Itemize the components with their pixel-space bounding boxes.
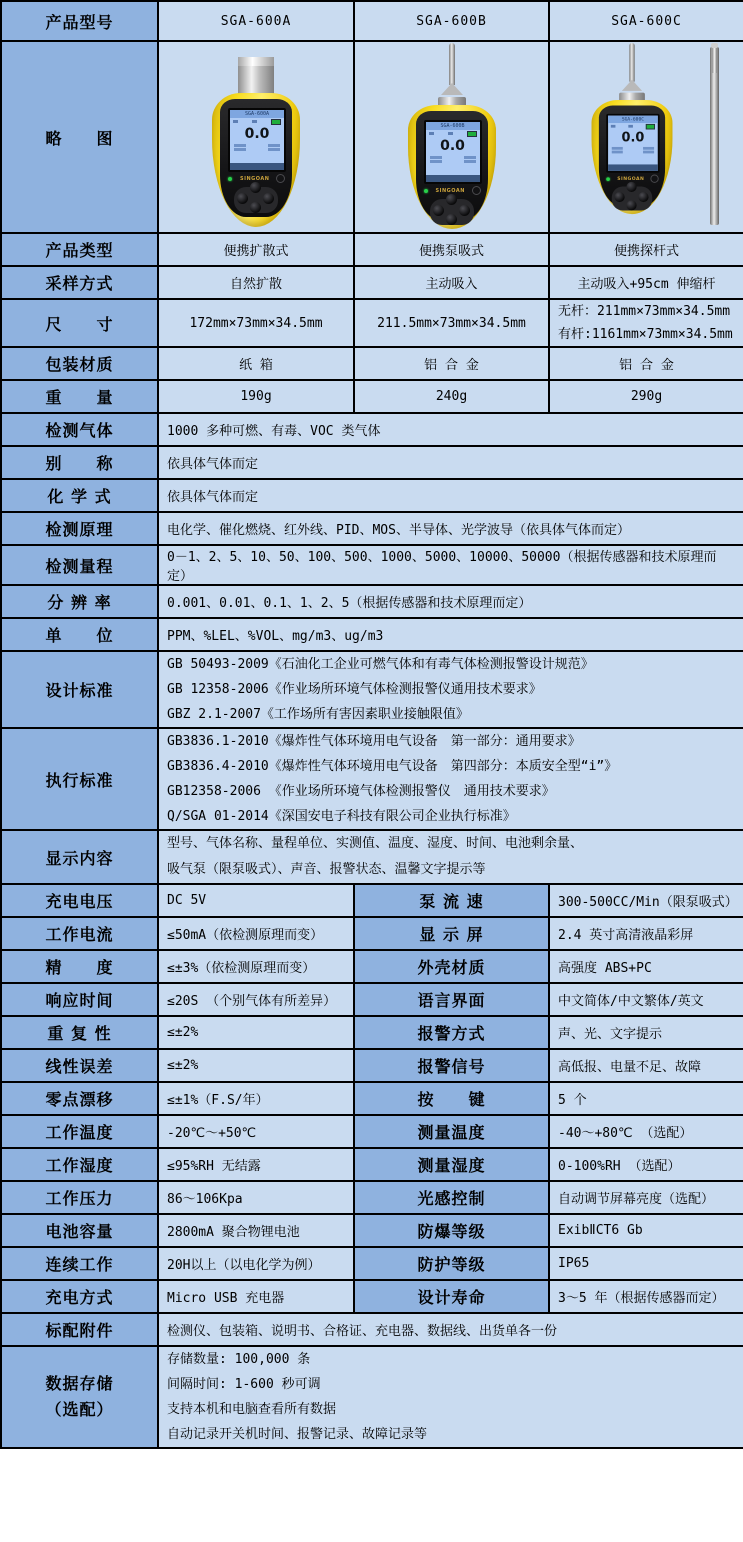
screen-value: 0.0 xyxy=(244,126,270,142)
row-label: 检测量程 xyxy=(1,545,158,585)
row-label: 测量温度 xyxy=(354,1115,549,1148)
cell-value: 0－1、2、5、10、50、100、500、1000、5000、10000、50000（根据传感器和技术原理而定） xyxy=(158,545,743,585)
row-label: 精 度 xyxy=(1,950,158,983)
power-led-icon xyxy=(606,177,610,181)
table-row-display-content xyxy=(1,830,743,884)
spec-row-0 xyxy=(1,884,743,917)
row-label: 充电电压 xyxy=(1,884,158,917)
row-label: 零点漂移 xyxy=(1,1082,158,1115)
row-label: 工作电流 xyxy=(1,917,158,950)
cell-value: ≤20S （个别气体有所差异） xyxy=(158,983,354,1016)
cell-value: 2800mA 聚合物锂电池 xyxy=(158,1214,354,1247)
screen-statusbar xyxy=(230,163,284,170)
cell-value: GB 50493-2009《石油化工企业可燃气体和有毒气体检测报警设计规范》 GB 12358-2006《作业场所环境气体检测报警仪通用技术要求》 GBZ 2.1-2007《工作场所有害因素职业接触限值》 xyxy=(158,651,743,728)
device-photo-cell-b xyxy=(354,41,549,233)
cell-value: GB3836.1-2010《爆炸性气体环境用电气设备 第一部分：通用要求》 GB3836.4-2010《爆炸性气体环境用电气设备 第四部分：本质安全型“i”》 GB12358-2006 《作业场所环境气体检测报警仪 通用技术要求》 Q/SGA 01-2014《深国安电子科技有限公司企业执行标准》 xyxy=(158,728,743,830)
power-led-icon xyxy=(228,177,232,181)
power-button-icon xyxy=(472,186,481,195)
cell-value: ExibⅡCT6 Gb xyxy=(549,1214,743,1247)
row-label: 标配附件 xyxy=(1,1313,158,1346)
row-label: 执行标准 xyxy=(1,728,158,830)
table-row-gases xyxy=(1,413,743,446)
cell-value: 1000 多种可燃、有毒、VOC 类气体 xyxy=(158,413,743,446)
cell-value: ≤±1%（F.S/年） xyxy=(158,1082,354,1115)
row-label: 数据存储 （选配） xyxy=(1,1346,158,1448)
row-label: 防爆等级 xyxy=(354,1214,549,1247)
sensor-cap-icon xyxy=(238,57,274,97)
cell-value: 中文简体/中文繁体/英文 xyxy=(549,983,743,1016)
row-label: 显 示 屏 xyxy=(354,917,549,950)
row-label: 连续工作 xyxy=(1,1247,158,1280)
row-label: 尺 寸 xyxy=(1,299,158,347)
power-button-icon xyxy=(276,174,285,183)
table-row-sampling xyxy=(1,266,743,299)
row-label: 工作湿度 xyxy=(1,1148,158,1181)
cell-value: 2.4 英寸高清液晶彩屏 xyxy=(549,917,743,950)
screen-title: SGA-600C xyxy=(608,116,658,123)
device-photo-cell-c xyxy=(549,41,743,233)
cell-value: 190g xyxy=(158,380,354,413)
cell-value: ≤±2% xyxy=(158,1016,354,1049)
table-row-range xyxy=(1,545,743,585)
cell-value: 211.5mm×73mm×34.5mm xyxy=(354,299,549,347)
button-pad xyxy=(611,187,651,211)
cell-value: 172mm×73mm×34.5mm xyxy=(158,299,354,347)
screen-status-icons xyxy=(426,130,480,137)
screen-statusbar xyxy=(608,164,658,170)
row-label: 检测原理 xyxy=(1,512,158,545)
cell-value: 3～5 年（根据传感器而定） xyxy=(549,1280,743,1313)
power-led-icon xyxy=(424,189,428,193)
screen-value: 0.0 xyxy=(440,138,465,154)
cell-value: 240g xyxy=(354,380,549,413)
device-photo-cell-a xyxy=(158,41,354,233)
battery-icon xyxy=(467,131,477,137)
row-label: 产品类型 xyxy=(1,233,158,266)
row-label: 报警方式 xyxy=(354,1016,549,1049)
device-faceplate xyxy=(598,106,664,207)
spec-row-5 xyxy=(1,1049,743,1082)
spec-row-4 xyxy=(1,1016,743,1049)
cell-value: 86～106Kpa xyxy=(158,1181,354,1214)
brand-label: SINGOAN xyxy=(435,188,465,194)
table-row-exec-standards xyxy=(1,728,743,830)
table-row-formula xyxy=(1,479,743,512)
cell-value: 声、光、文字提示 xyxy=(549,1016,743,1049)
device-screen xyxy=(606,114,659,173)
cell-value: 铝 合 金 xyxy=(354,347,549,380)
cell-value: 铝 合 金 xyxy=(549,347,743,380)
table-row-dimensions xyxy=(1,299,743,347)
table-row-weight xyxy=(1,380,743,413)
cell-value: 依具体气体而定 xyxy=(158,479,743,512)
cell-value: DC 5V xyxy=(158,884,354,917)
device-photo-sga-600c xyxy=(581,43,682,216)
cell-value: ≤50mA（依检测原理而变） xyxy=(158,917,354,950)
model-name-c: SGA-600C xyxy=(549,1,743,41)
row-label: 外壳材质 xyxy=(354,950,549,983)
spec-row-7 xyxy=(1,1115,743,1148)
cell-value: 主动吸入 xyxy=(354,266,549,299)
row-label: 按 键 xyxy=(354,1082,549,1115)
probe-cone-icon xyxy=(621,80,641,91)
cell-value: 300-500CC/Min（限泵吸式） xyxy=(549,884,743,917)
cell-value: 高低报、电量不足、故障 xyxy=(549,1049,743,1082)
screen-status-icons xyxy=(230,118,284,125)
device-screen xyxy=(424,120,482,184)
probe-cone-icon xyxy=(441,83,463,95)
device-screen xyxy=(228,108,286,172)
row-label: 线性误差 xyxy=(1,1049,158,1082)
table-row-units xyxy=(1,618,743,651)
row-label: 单 位 xyxy=(1,618,158,651)
spec-row-2 xyxy=(1,950,743,983)
cell-value: ≤95%RH 无结露 xyxy=(158,1148,354,1181)
row-label: 泵 流 速 xyxy=(354,884,549,917)
cell-value: 主动吸入+95cm 伸缩杆 xyxy=(549,266,743,299)
cell-value: 5 个 xyxy=(549,1082,743,1115)
row-label: 重 复 性 xyxy=(1,1016,158,1049)
device-faceplate xyxy=(220,99,292,217)
probe-icon xyxy=(449,43,455,85)
device-photo-sga-600b xyxy=(397,43,507,231)
screen-title: SGA-600A xyxy=(230,110,284,118)
row-label: 别 称 xyxy=(1,446,158,479)
cell-value: 依具体气体而定 xyxy=(158,446,743,479)
cell-value: 型号、气体名称、量程单位、实测值、温度、湿度、时间、电池剩余量、 吸气泵（限泵吸式）、声音、报警状态、温馨文字提示等 xyxy=(158,830,743,884)
cell-value: 0-100%RH （选配） xyxy=(549,1148,743,1181)
spec-row-3 xyxy=(1,983,743,1016)
cell-value: Micro USB 充电器 xyxy=(158,1280,354,1313)
sketch-row xyxy=(1,41,743,233)
table-row-design-standards xyxy=(1,651,743,728)
table-row-accessories xyxy=(1,1313,743,1346)
battery-icon xyxy=(271,119,281,125)
spec-row-6 xyxy=(1,1082,743,1115)
row-label: 报警信号 xyxy=(354,1049,549,1082)
screen-value: 0.0 xyxy=(621,130,644,146)
spec-row-10 xyxy=(1,1214,743,1247)
cell-value: 290g xyxy=(549,380,743,413)
row-label-product-model: 产品型号 xyxy=(1,1,158,41)
row-label: 工作温度 xyxy=(1,1115,158,1148)
cell-value: IP65 xyxy=(549,1247,743,1280)
table-row-data-storage xyxy=(1,1346,743,1448)
row-label: 设计标准 xyxy=(1,651,158,728)
row-label: 采样方式 xyxy=(1,266,158,299)
spec-row-11 xyxy=(1,1247,743,1280)
power-button-icon xyxy=(650,175,658,183)
table-row-alias xyxy=(1,446,743,479)
row-label: 测量湿度 xyxy=(354,1148,549,1181)
cell-value: -20℃～+50℃ xyxy=(158,1115,354,1148)
spec-row-9 xyxy=(1,1181,743,1214)
row-label: 防护等级 xyxy=(354,1247,549,1280)
telescopic-rod-icon xyxy=(710,47,719,225)
spec-row-12 xyxy=(1,1280,743,1313)
table-row-resolution xyxy=(1,585,743,618)
button-pad xyxy=(430,199,474,225)
row-label: 工作压力 xyxy=(1,1181,158,1214)
cell-value: 电化学、催化燃烧、红外线、PID、MOS、半导体、光学波导（依具体气体而定） xyxy=(158,512,743,545)
spec-row-8 xyxy=(1,1148,743,1181)
row-label: 响应时间 xyxy=(1,983,158,1016)
device-faceplate xyxy=(416,111,488,221)
cell-value: ≤±3%（依检测原理而变） xyxy=(158,950,354,983)
cell-value: 20H以上（以电化学为例） xyxy=(158,1247,354,1280)
row-label: 光感控制 xyxy=(354,1181,549,1214)
screen-statusbar xyxy=(426,175,480,182)
model-name-a: SGA-600A xyxy=(158,1,354,41)
row-label: 充电方式 xyxy=(1,1280,158,1313)
screen-title: SGA-600B xyxy=(426,122,480,130)
cell-value: 便携泵吸式 xyxy=(354,233,549,266)
cell-value: 自然扩散 xyxy=(158,266,354,299)
device-photo-sga-600a xyxy=(201,43,311,231)
button-pad xyxy=(234,187,278,213)
table-row-packaging xyxy=(1,347,743,380)
row-label: 电池容量 xyxy=(1,1214,158,1247)
brand-label: SINGOAN xyxy=(616,176,644,182)
row-label: 重 量 xyxy=(1,380,158,413)
cell-value: 纸 箱 xyxy=(158,347,354,380)
cell-value: PPM、%LEL、%VOL、mg/m3、ug/m3 xyxy=(158,618,743,651)
cell-value: 便携扩散式 xyxy=(158,233,354,266)
cell-value: 自动调节屏幕亮度（选配） xyxy=(549,1181,743,1214)
row-label: 显示内容 xyxy=(1,830,158,884)
cell-value: 0.001、0.01、0.1、1、2、5（根据传感器和技术原理而定） xyxy=(158,585,743,618)
brand-label: SINGOAN xyxy=(240,176,270,182)
cell-value: 检测仪、包装箱、说明书、合格证、充电器、数据线、出货单各一份 xyxy=(158,1313,743,1346)
row-label: 化 学 式 xyxy=(1,479,158,512)
probe-icon xyxy=(629,43,635,82)
row-label: 包装材质 xyxy=(1,347,158,380)
row-label: 分 辨 率 xyxy=(1,585,158,618)
row-label: 检测气体 xyxy=(1,413,158,446)
cell-value: 便携探杆式 xyxy=(549,233,743,266)
cell-value: 高强度 ABS+PC xyxy=(549,950,743,983)
cell-value: -40～+80℃ （选配） xyxy=(549,1115,743,1148)
cell-value: 存储数量: 100,000 条 间隔时间: 1-600 秒可调 支持本机和电脑查看所有数据 自动记录开关机时间、报警记录、故障记录等 xyxy=(158,1346,743,1448)
model-name-b: SGA-600B xyxy=(354,1,549,41)
cell-value: ≤±2% xyxy=(158,1049,354,1082)
table-row-principle xyxy=(1,512,743,545)
spec-row-1 xyxy=(1,917,743,950)
row-label: 设计寿命 xyxy=(354,1280,549,1313)
battery-icon xyxy=(645,124,654,130)
row-label-sketch: 略 图 xyxy=(1,41,158,233)
model-header-row xyxy=(1,1,743,41)
row-label: 语言界面 xyxy=(354,983,549,1016)
cell-value: 无杆：211mm×73mm×34.5mm 有杆:1161mm×73mm×34.5mm xyxy=(549,299,743,347)
table-row-product-type xyxy=(1,233,743,266)
